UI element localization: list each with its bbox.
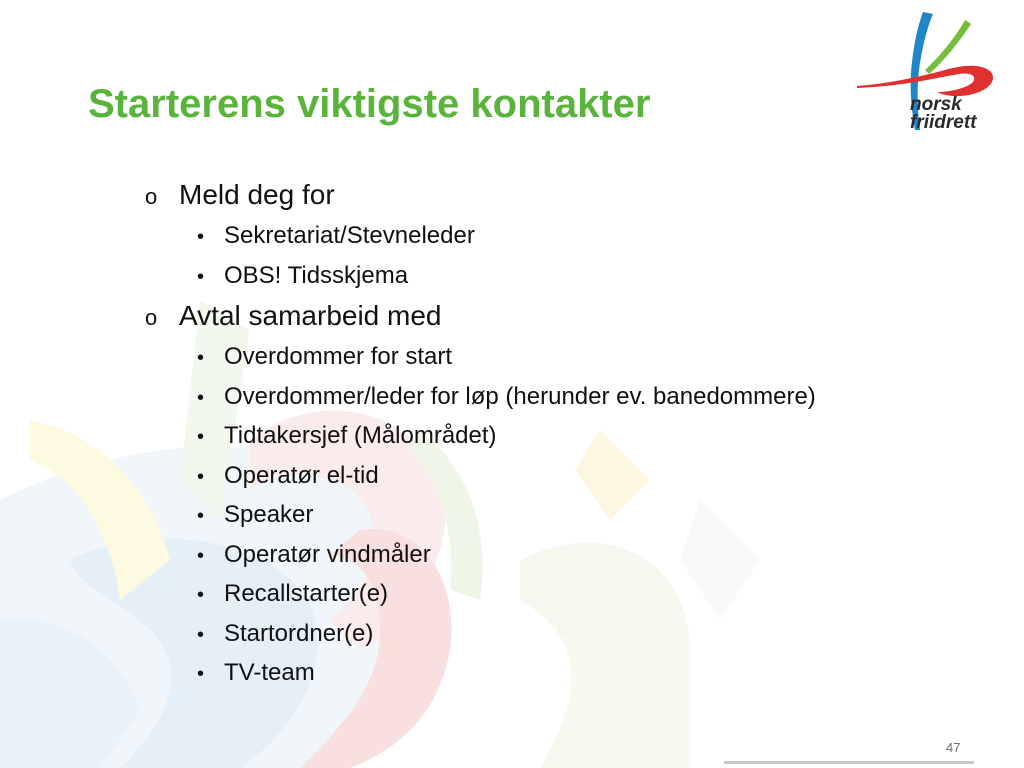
list-item	[197, 260, 965, 293]
list-item	[197, 657, 965, 690]
section-avtal-samarbeid	[145, 299, 965, 690]
level1-item	[145, 299, 965, 335]
list-item	[197, 539, 965, 572]
list-item	[197, 499, 965, 532]
list-item-text: Operatør el-tid	[224, 461, 379, 489]
list-item	[197, 460, 965, 493]
list-item-text: Speaker	[224, 501, 314, 528]
list-item	[197, 381, 965, 414]
list-item-text: Overdommer for start	[224, 343, 453, 370]
bullet-icon: •	[197, 426, 205, 448]
level1-text: Meld deg for	[179, 179, 335, 210]
bullet-icon: •	[197, 386, 205, 409]
bullet-icon: •	[197, 226, 205, 248]
bullet-icon: •	[197, 465, 205, 488]
bullet-icon: •	[197, 544, 205, 567]
circle-bullet-icon: o	[145, 184, 158, 209]
bullet-icon: •	[197, 347, 205, 369]
logo-text-friidrett: friidrett	[910, 112, 977, 133]
bullet-icon: •	[197, 623, 205, 646]
list-item	[197, 420, 965, 453]
slide-content	[145, 172, 965, 697]
list-item-text: Startordner(e)	[224, 619, 374, 647]
bullet-icon: •	[197, 663, 205, 685]
list-item-text: Operatør vindmåler	[224, 540, 431, 568]
level1-text: Avtal samarbeid med	[179, 300, 442, 331]
logo-text-norsk: norsk	[910, 94, 962, 115]
list-item-text: TV-team	[224, 659, 315, 686]
list-item-text: Tidtakersjef (Målområdet)	[224, 422, 497, 449]
bullet-icon: •	[197, 584, 205, 606]
list-item	[197, 220, 965, 253]
bullet-icon: •	[197, 265, 205, 288]
sublist	[145, 341, 965, 690]
list-item-text: Recallstarter(e)	[224, 580, 389, 607]
bullet-icon: •	[197, 505, 205, 527]
list-item-text: Sekretariat/Stevneleder	[224, 222, 475, 249]
section-meld-deg-for	[145, 178, 965, 293]
circle-bullet-icon: o	[145, 305, 158, 330]
level1-item	[145, 178, 965, 214]
list-item	[197, 618, 965, 651]
footer-divider	[724, 761, 974, 764]
page-number: 47	[946, 740, 961, 755]
list-item-text: Overdommer/leder for løp (herunder ev. banedommere)	[224, 382, 816, 410]
slide-title: Starterens viktigste kontakter	[88, 82, 651, 126]
list-item-text: OBS! Tidsskjema	[224, 261, 409, 289]
list-item	[197, 341, 965, 374]
list-item	[197, 578, 965, 611]
sublist	[145, 220, 965, 293]
